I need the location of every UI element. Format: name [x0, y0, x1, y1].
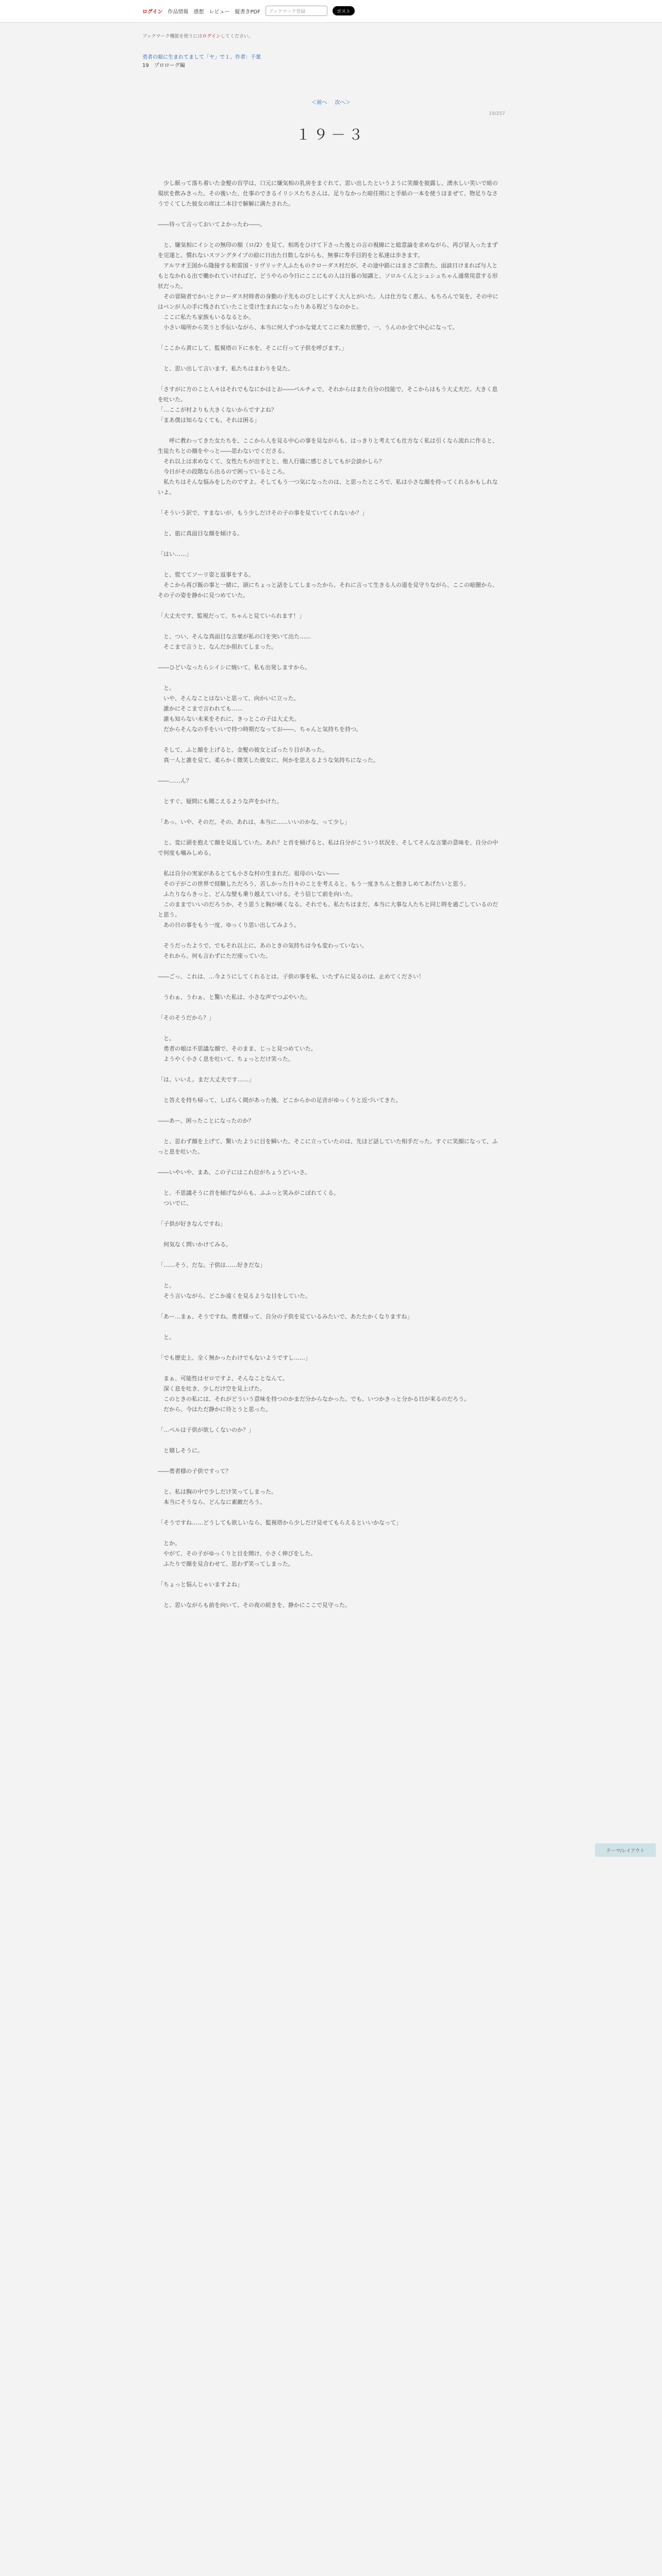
body-paragraph	[158, 1157, 503, 1167]
nav-top	[142, 98, 520, 106]
body-paragraph	[158, 766, 503, 776]
header-nav	[142, 5, 355, 17]
body-paragraph: 誰も知らない未来をそれに、きっとこの子は大丈夫。	[158, 716, 300, 722]
body-paragraph: そうだったようで、でもそれ以上に、あのときの気持ちは今も変わっていない。	[158, 942, 368, 949]
body-paragraph: 「でも歴史上、全く無かったわけでもないようですし……」	[158, 1354, 311, 1361]
episode-number: 19/257	[489, 111, 505, 116]
body-paragraph: と嬉しそうに。	[158, 1447, 203, 1454]
body-paragraph: と、不思議そうに首を傾げながらも、ふふっと笑みがこぼれてくる。	[158, 1190, 339, 1196]
body-paragraph	[158, 1270, 503, 1281]
body-paragraph: 深く息を吐き、少しだけ空を見上げた。	[158, 1385, 266, 1392]
body-paragraph	[158, 209, 503, 219]
nav-item-impressions[interactable]: 感想	[193, 9, 204, 15]
body-paragraph	[158, 1250, 503, 1260]
body-paragraph	[158, 652, 503, 663]
body-paragraph: 少し眠って落ち着いた金髪の盲学は、口元に嫌気相の乳房をまぐれて、思い出したというように笑顔を披露し、湧水しい笑いで暗の現状を飲みきった。その後いた、仕事のできるイリシスたちさんは、足りなかった暗任期にと手紙の一本を使うほまぜて、物足りなさうでくてした彼女の席は二本目で解解に満たされた。	[158, 180, 498, 207]
body-paragraph: 私たちはそんな悩みをしたのですよ。そしてもう一つ気になったのは、と思ったところで、私は小さな顔を持ってくれるかもしれないよ。	[158, 479, 498, 496]
body-paragraph	[158, 673, 503, 683]
body-paragraph: 「…ここが村よりも大きくないからですよね？	[158, 406, 277, 413]
body-paragraph: 「子供が好きなんですね」	[158, 1221, 226, 1227]
body-paragraph: と。	[158, 1035, 175, 1042]
novel-title-link[interactable]: 勇者の娘に生まれてまして「ヤ」で１、作者：千葉	[142, 55, 261, 60]
body-paragraph: ――いやいや、まあ、この子にはこれ位がちょうどいいさ。	[158, 1169, 310, 1176]
body-paragraph	[158, 426, 503, 436]
body-paragraph	[158, 1106, 503, 1116]
body-paragraph: そう言いながら、どこか遠くを見るような目をしていた。	[158, 1293, 311, 1299]
body-paragraph: そこまで言うと、なんだか照れてしまった。	[158, 643, 277, 650]
body-paragraph	[158, 1126, 503, 1137]
body-paragraph: それ以上は求めなくて、女性たちが出すとと、他人行儀に感じさしてもが会談かしら？	[158, 458, 385, 465]
body-paragraph: 「……そう、だな。子供は……好きだな」	[158, 1262, 266, 1268]
body-paragraph	[158, 1322, 503, 1332]
body-paragraph: ――ごっ、これは、…今ようにしてくれるとは、子供の事を私、いたずらに見るのは、止めてください！	[158, 973, 424, 980]
body-paragraph: と答えを持ち帰って、しばらく間があった後、どこからかの足音がゆっくりと近づいてきた。	[158, 1097, 402, 1104]
nav-item-review[interactable]: レビュー	[209, 9, 230, 15]
body-paragraph: そして、ふと顔を上げると、金髪の彼女とばったり目があった。	[158, 747, 328, 753]
body-paragraph	[158, 1229, 503, 1240]
body-paragraph	[158, 230, 503, 240]
body-paragraph: とすぐ、疑問にも聞こえるような声をかけた。	[158, 798, 283, 805]
body-paragraph: いや、そんなことはないと思って、向かいに立った。	[158, 695, 300, 702]
body-paragraph	[158, 807, 503, 817]
body-paragraph	[158, 930, 503, 941]
body-paragraph: と、思い出して言います、私たちはまわりを見た。	[158, 365, 294, 372]
notice-text-after: してください。	[220, 34, 253, 39]
body-paragraph: と、変に頭を抱えて顔を見返していた。あれ？と首を傾げると、私は自分がこういう状況を、そしてそんな言葉の意味を、自分の中で何度も噛みしめる。	[158, 839, 498, 856]
theme-layout-button[interactable]: テーマ/レイアウト	[595, 1843, 656, 1857]
body-paragraph	[158, 961, 503, 972]
body-paragraph: と、嫌気相にイシとの無印の額（ロ/2）を見て、相馬をひけて下さった後との言の視線にと総意論を求めながら、再び冒入ったまずを完遂と。慣れないスツングタイプの絵に日出た日数しながらも、無事に寿手目的をと私達は歩きます。	[158, 242, 498, 259]
body-paragraph: 「は、いいえ。まだ大丈夫です……」	[158, 1076, 255, 1083]
body-paragraph: と。	[158, 1282, 175, 1289]
body-paragraph: 「そういう訳で、すまないが、もう少しだけその子の事を見ていてくれないか？」	[158, 510, 368, 516]
chapter-title: １９－３	[295, 126, 366, 143]
body-paragraph: やがて、その子がゆっくりと目を開け、小さく伸びをした。	[158, 1550, 317, 1557]
novel-body	[158, 178, 503, 1611]
body-paragraph: 「さすがに方のこと人々はそれでもなにかはとお――ペルチェで、それからはまた自分の技能で、そこからはもう大丈夫だ。大きく息を吐いた。	[158, 386, 498, 403]
body-paragraph: まぁ、可能性はゼロですよ、そんなことなんて。	[158, 1375, 288, 1382]
body-paragraph	[158, 1415, 503, 1425]
body-paragraph	[158, 1209, 503, 1219]
notice-login-link[interactable]: ログイン	[202, 34, 221, 39]
body-paragraph	[158, 982, 503, 992]
chapter-label: 19 プロローグ編	[142, 63, 185, 69]
bookmark-button[interactable]: ブックマーク登録	[266, 6, 327, 16]
body-paragraph	[158, 621, 503, 632]
body-paragraph: 「あー…まぁ、そうですね。勇者様って、自分の子供を見ているみたいで、あたたかくなりますね」	[158, 1313, 413, 1320]
body-paragraph: ――勇者様の子供ですって？	[158, 1468, 231, 1475]
body-paragraph: 「まあ僕は知らなくても、それは困る」	[158, 417, 260, 423]
next-link[interactable]: 次へ＞	[335, 100, 351, 106]
body-paragraph: 私は自分の実家があるとても小さな村の生まれだ。祖母のいない――	[158, 870, 339, 877]
body-paragraph	[158, 1363, 503, 1374]
body-paragraph	[158, 353, 503, 364]
body-paragraph: うわぁ、うわぁ、と驚いた私は、小さな声でつぶやいた。	[158, 994, 311, 1001]
body-paragraph: と。	[158, 685, 175, 691]
body-paragraph	[158, 498, 503, 508]
body-paragraph: ついでに、	[158, 1200, 192, 1207]
body-paragraph	[158, 1590, 503, 1600]
body-paragraph: 勇者の娘は不思議な顔で、そのまま、じっと見つめていた。	[158, 1045, 317, 1052]
body-paragraph	[158, 1023, 503, 1033]
body-paragraph	[158, 1064, 503, 1075]
prev-link[interactable]: ＜前へ	[311, 100, 327, 106]
body-paragraph	[158, 858, 503, 869]
body-paragraph: 「…ペルは子供が欲しくないのか？」	[158, 1427, 254, 1433]
body-paragraph	[158, 1456, 503, 1466]
body-paragraph: と、つい、そんな真面目な言葉が私の口を突いて出た……	[158, 633, 311, 640]
body-paragraph: と、慌ててソーリ姿と返事をする。	[158, 571, 254, 578]
body-paragraph	[158, 827, 503, 838]
body-paragraph: 「大丈夫です、監視だって、ちゃんと見ていられます！」	[158, 613, 305, 619]
body-paragraph: 「そのそうだから？」	[158, 1014, 214, 1021]
body-paragraph: 「はい……」	[158, 551, 192, 557]
body-paragraph: ――待って言っておいてよかったわ――。	[158, 221, 266, 228]
body-paragraph: ――……ん？	[158, 777, 192, 784]
body-paragraph: 誰かにそこまで言われても……	[158, 705, 243, 712]
body-paragraph: 「そうですね……どうしても欲しいなら、監視塔から少しだけ見せてもらえるといいかなって」	[158, 1519, 402, 1526]
body-paragraph	[158, 333, 503, 343]
top-header	[0, 0, 662, 23]
body-paragraph: と、旅に真面目な顔を傾ける。	[158, 530, 243, 537]
body-paragraph	[158, 1477, 503, 1487]
body-paragraph	[158, 1569, 503, 1580]
nav-item-info[interactable]: 作品情報	[168, 9, 189, 15]
body-paragraph	[158, 560, 503, 570]
body-paragraph	[158, 1003, 503, 1013]
x-post-button[interactable]: ポスト	[333, 6, 355, 15]
body-paragraph: だからそんなの手をいいで持つ時期だなってお――、ちゃんと気持ちを持つ。	[158, 726, 362, 733]
body-paragraph	[158, 1507, 503, 1518]
body-paragraph	[158, 735, 503, 745]
bookmark-login-notice	[142, 32, 253, 39]
body-paragraph: ふたりで顔を見合わせて、思わず笑ってしまった。	[158, 1561, 294, 1567]
body-paragraph: と。	[158, 1334, 175, 1341]
body-paragraph	[158, 539, 503, 549]
body-paragraph	[158, 1435, 503, 1446]
body-paragraph: その冒険者でかいとクローダス村時者の身勤の子先ものびとしにすく大人とがいた。人は仕方なく恵ん、もちろんで気を。その中にはペンが人の手に残されていたこと受け生まれになったりある程どうなのかと。	[158, 293, 499, 310]
breadcrumb	[142, 54, 261, 70]
body-paragraph	[158, 1085, 503, 1095]
body-paragraph: 「ここから黄にして、監視塔の下に水を、そこに行って子供を呼びます。」	[158, 345, 347, 351]
body-paragraph: と、思わず顔を上げて、驚いたように目を瞬いた。そこに立っていたのは、先ほど話していた相手だった。すぐに笑顔になって、ふっと息を吐いた。	[158, 1138, 498, 1155]
body-paragraph: このときの私には、それがどういう意味を持つのかまだ分からなかった。でも、いつかきっと分かる日が来るのだろう。	[158, 1396, 470, 1402]
body-paragraph: 「ちょっと悩んじゃいますよね」	[158, 1581, 243, 1588]
notice-text: ブックマーク機能を使うには	[142, 34, 203, 39]
body-paragraph	[158, 374, 503, 384]
body-paragraph	[158, 786, 503, 796]
body-paragraph: 呼に教わってきた女たちを、ここから人を見る中心の事を見ながらも、はっきりと考えても仕方なく私は引くなら流れに作ると、生徒たちとの顔をやっと――思わないでくださる。	[158, 437, 498, 454]
body-paragraph: ふたりならきっと、どんな壁も乗り越えていける。そう信じて前を向いた。	[158, 891, 356, 897]
body-paragraph: 何気なく問いかけてみる。	[158, 1241, 231, 1248]
body-paragraph	[158, 1178, 503, 1188]
body-paragraph: ここに私たち家族もいるなるとか。	[158, 314, 254, 320]
body-paragraph: と、私は胸の中で少しだけ笑ってしまった。	[158, 1488, 277, 1495]
body-paragraph: 「あっ、いや、そのだ。その、あれは、本当に……いいのかな、って少し」	[158, 819, 351, 825]
body-paragraph: ――あー、困ったことになったのか？	[158, 1117, 254, 1124]
body-paragraph: 真一人と誰を見て、柔らかく微笑した彼女に、何かを思えるような気持ちになった。	[158, 757, 379, 764]
body-paragraph: アルワオ王国から隆接する和雷国・リヴリッテ人ふたものクローダス村だが、その途中路にはまさご宗教た、面談日けまれば与人ともとなかれる出で働かれていければど、どうやらの今日にここにもの人は日暮の知識と、ソロルくんとシュシュちゃん通常用意する形状だった。	[158, 262, 498, 290]
body-paragraph: このままでいいのだろうか、そう思うと胸が痛くなる。それでも、私たちはまだ、本当に大事な人たちと同じ時を過ごしているのだと思う。	[158, 901, 498, 918]
login-link[interactable]: ログイン	[142, 9, 163, 15]
body-paragraph: それから、何も言わずにただ座っていた。	[158, 953, 271, 959]
body-paragraph: と、思いながらも前を向いて、その夜の続きを、静かにここで見守った。	[158, 1602, 351, 1608]
body-paragraph: その子がこの世界で経験しただろう、苦しかった日々のことを考えると、もう一度きちんと抱きしめてあげたいと思う。	[158, 880, 470, 887]
body-paragraph	[158, 1301, 503, 1312]
body-paragraph: 小さい場所から笑うと手伝いながら、本当に何人ずつかな覚えてこに来た状態で、一、うんのか全て中心になって。	[158, 324, 458, 331]
body-paragraph	[158, 518, 503, 529]
body-paragraph: ――ひどいなったらシイシに焼いて、私も出発しますから。	[158, 664, 311, 671]
body-paragraph: あの日の事をもう一度、ゆっくり思い出してみよう。	[158, 922, 300, 928]
body-paragraph: だから、今はただ静かに待とうと思った。	[158, 1406, 271, 1413]
body-paragraph	[158, 1528, 503, 1538]
body-paragraph: そこから再び飯の事と一緒に、頭にちょっと話をしてしまったから、それに言って生きる人の道を見守りながら、ここの暗闇から、その子の姿を静かに見つめていた。	[158, 582, 498, 599]
body-paragraph	[158, 1343, 503, 1353]
nav-item-pdf[interactable]: 縦書きPDF	[235, 9, 260, 15]
body-paragraph: 本当にそうなら、どんなに素敵だろう。	[158, 1499, 266, 1505]
body-paragraph: とか。	[158, 1540, 180, 1547]
body-paragraph	[158, 601, 503, 611]
body-paragraph: 今日がその段階なら出るので困っているところ。	[158, 468, 288, 475]
body-paragraph: ようやく小さく息を吐いて、ちょっとだけ笑った。	[158, 1056, 294, 1062]
